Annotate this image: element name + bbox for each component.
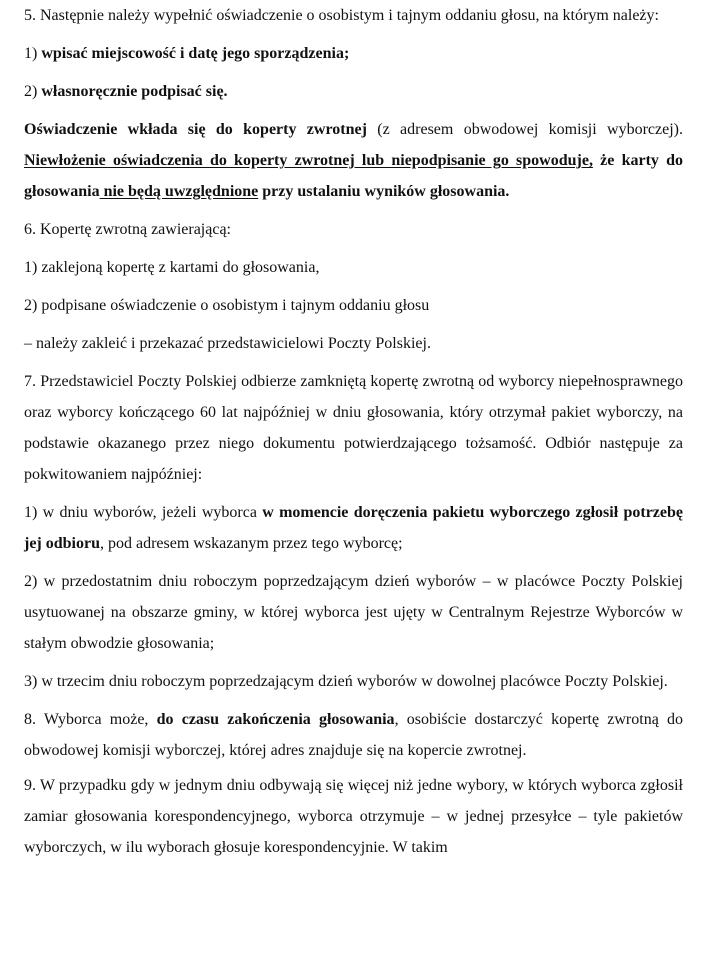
item-number: 2) <box>24 83 42 100</box>
paragraph-8-plain-1: 8. Wyborca może, <box>24 711 157 728</box>
paragraph-5-item-1 <box>24 38 683 69</box>
item-text: 1) w dniu wyborów, jeżeli wyborca <box>24 504 263 521</box>
item-text: 3) w trzecim dniu roboczym poprzedzającym dzień wyborów w dowolnej placówce Poczty Polskiej. <box>24 673 668 690</box>
paragraph-8 <box>24 704 683 766</box>
envelope-plain-1: (z adresem obwodowej komisji wyborczej). <box>366 121 683 138</box>
paragraph-8-plain-2: , osobiście dostarczyć kopertę zwrotną do obwodowej komisji wyborczej, której adres znajduje się na kopercie zwrotnej. <box>24 711 684 759</box>
paragraph-7-intro <box>24 366 683 490</box>
item-text-bold: własnoręcznie podpisać się. <box>41 83 228 100</box>
paragraph-9 <box>24 770 683 863</box>
envelope-bold-3: przy ustalaniu wyników głosowania. <box>258 183 510 200</box>
paragraph-7-item-2 <box>24 566 683 659</box>
item-text: 2) podpisane oświadczenie o osobistym i tajnym oddaniu głosu <box>24 297 430 314</box>
paragraph-6-text: 6. Kopertę zwrotną zawierającą: <box>24 221 231 238</box>
paragraph-8-bold: do czasu zakończenia głosowania <box>156 711 395 728</box>
item-text-tail: , pod adresem wskazanym przez tego wyborcę; <box>100 535 403 552</box>
paragraph-7-item-1 <box>24 497 683 559</box>
paragraph-9-text: 9. W przypadku gdy w jednym dniu odbywają się więcej niż jedne wybory, w których wyborca zgłosił zamiar głosowania korespondencyjnego, wyborca otrzymuje – w jednej przesyłce – tyle pakietów wyborczych, w ilu wyborach głosuje korespondencyjnie. W takim <box>24 777 683 856</box>
paragraph-6-item-1 <box>24 252 683 283</box>
envelope-underlined-consequence: nie będą uwzględnione <box>99 183 259 200</box>
paragraph-6-intro <box>24 214 683 245</box>
paragraph-5-intro <box>24 0 683 31</box>
paragraph-6-closing <box>24 328 683 359</box>
document-page <box>24 0 683 870</box>
envelope-bold-2: że karty do głosowania <box>24 152 684 200</box>
paragraph-5-item-2 <box>24 76 683 107</box>
envelope-bold-1: Oświadczenie wkłada się do koperty zwrotnej <box>24 121 367 138</box>
paragraph-5-text: 5. Następnie należy wypełnić oświadczenie o osobistym i tajnym oddaniu głosu, na którym należy: <box>24 7 659 24</box>
paragraph-7-item-3 <box>24 666 683 697</box>
item-text-bold: wpisać miejscowość i datę jego sporządzenia; <box>41 45 350 62</box>
paragraph-7-text: 7. Przedstawiciel Poczty Polskiej odbierze zamkniętą kopertę zwrotną od wyborcy niepełnosprawnego oraz wyborcy kończącego 60 lat najpóźniej w dniu głosowania, który otrzymał pakiet wyborczy, na podstawie okazanego przez niego dokumentu potwierdzającego tożsamość. Odbiór następuje za pokwitowaniem najpóźniej: <box>24 373 683 483</box>
paragraph-6-item-2 <box>24 290 683 321</box>
envelope-underlined-warning: Niewłożenie oświadczenia do koperty zwrotnej lub niepodpisanie go spowoduje, <box>24 152 593 169</box>
envelope-instruction <box>24 114 683 207</box>
item-text: 2) w przedostatnim dniu roboczym poprzedzającym dzień wyborów – w placówce Poczty Polskiej usytuowanej na obszarze gminy, w której wyborca jest ujęty w Centralnym Rejestrze Wyborców w stałym obwodzie głosowania; <box>24 573 683 652</box>
closing-text: – należy zakleić i przekazać przedstawicielowi Poczty Polskiej. <box>24 335 431 352</box>
item-text-bold: w momencie doręczenia pakietu wyborczego zgłosił potrzebę jej odbioru <box>24 504 683 552</box>
item-text: 1) zaklejoną kopertę z kartami do głosowania, <box>24 259 320 276</box>
item-number: 1) <box>24 45 42 62</box>
